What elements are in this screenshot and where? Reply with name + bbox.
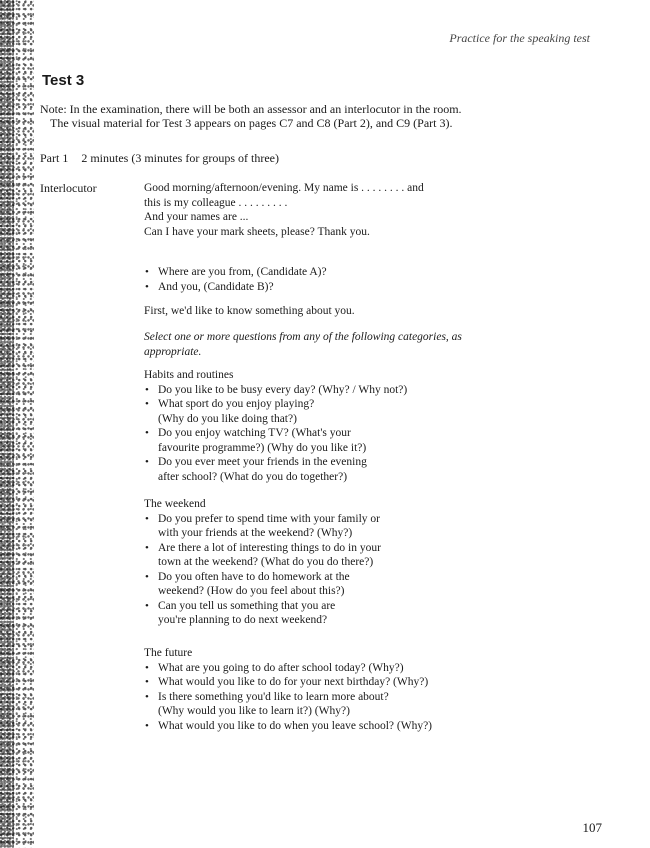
intro-line: And your names are ... xyxy=(144,211,249,223)
where-questions xyxy=(144,265,614,294)
question-item xyxy=(144,541,614,570)
question-text: Do you ever meet your friends in the evening after school? (What do you do together?) xyxy=(158,456,367,483)
exam-note-line: The visual material for Test 3 appears on pages C7 and C8 (Part 2), and C9 (Part 3). xyxy=(50,116,453,130)
running-header: Practice for the speaking test xyxy=(449,31,590,45)
question-item xyxy=(144,383,614,398)
test-title: Test 3 xyxy=(42,72,85,89)
follow-sentence: First, we'd like to know something about you. xyxy=(144,305,355,317)
question-text: What sport do you enjoy playing? (Why do you like doing that?) xyxy=(158,398,315,425)
scan-edge-dark xyxy=(0,0,14,848)
question-text: Can you tell us something that you are you're planning to do next weekend? xyxy=(158,599,336,626)
intro-line: this is my colleague . . . . . . . . . xyxy=(144,196,288,209)
question-item xyxy=(144,675,614,690)
part-heading xyxy=(40,151,279,166)
exam-note xyxy=(40,102,620,130)
question-text: What are you going to do after school today? (Why?) xyxy=(158,661,404,674)
question-item xyxy=(144,719,614,734)
intro-script xyxy=(144,181,614,239)
intro-line: Good morning/afternoon/evening. My name is . . . . . . . . and xyxy=(144,182,424,194)
instruction: Select one or more questions from any of the following categories, as appropriate. xyxy=(144,331,462,358)
page-number: 107 xyxy=(582,820,602,835)
question-item xyxy=(144,455,614,484)
category-habits xyxy=(144,368,614,484)
question-text: Do you often have to do homework at the weekend? (How do you feel about this?) xyxy=(158,570,350,597)
question-text: Are there a lot of interesting things to do in your town at the weekend? (What do you do there?) xyxy=(158,541,381,568)
intro-line: Can I have your mark sheets, please? Thank you. xyxy=(144,225,370,238)
question-text: Do you enjoy watching TV? (What's your favourite programme?) (Why do you like it?) xyxy=(158,427,367,454)
question-text: Do you prefer to spend time with your family or with your friends at the weekend? (Why?) xyxy=(158,512,380,539)
where-question: • Where are you from, (Candidate A)? xyxy=(144,265,614,280)
category-title: Habits and routines xyxy=(144,369,234,381)
part-timing: 2 minutes (3 minutes for groups of three) xyxy=(81,151,279,165)
question-text: What would you like to do when you leave school? (Why?) xyxy=(158,719,433,732)
category-weekend xyxy=(144,497,614,628)
category-title: The weekend xyxy=(144,498,206,510)
where-question: • And you, (Candidate B)? xyxy=(144,280,614,295)
question-item xyxy=(144,426,614,455)
role-label: Interlocutor xyxy=(40,181,97,195)
question-item xyxy=(144,570,614,599)
question-item xyxy=(144,661,614,676)
part-label: Part 1 xyxy=(40,151,69,165)
question-text: Is there something you'd like to learn more about? (Why would you like to learn it?) (Why?) xyxy=(158,690,389,717)
question-text: What would you like to do for your next birthday? (Why?) xyxy=(158,676,429,688)
question-item xyxy=(144,599,614,628)
category-title: The future xyxy=(144,647,193,659)
question-text: Do you like to be busy every day? (Why? / Why not?) xyxy=(158,383,408,396)
category-future xyxy=(144,646,614,733)
exam-note-line: Note: In the examination, there will be both an assessor and an interlocutor in the room. xyxy=(40,102,462,116)
question-item xyxy=(144,397,614,426)
question-item xyxy=(144,512,614,541)
question-item xyxy=(144,690,614,719)
